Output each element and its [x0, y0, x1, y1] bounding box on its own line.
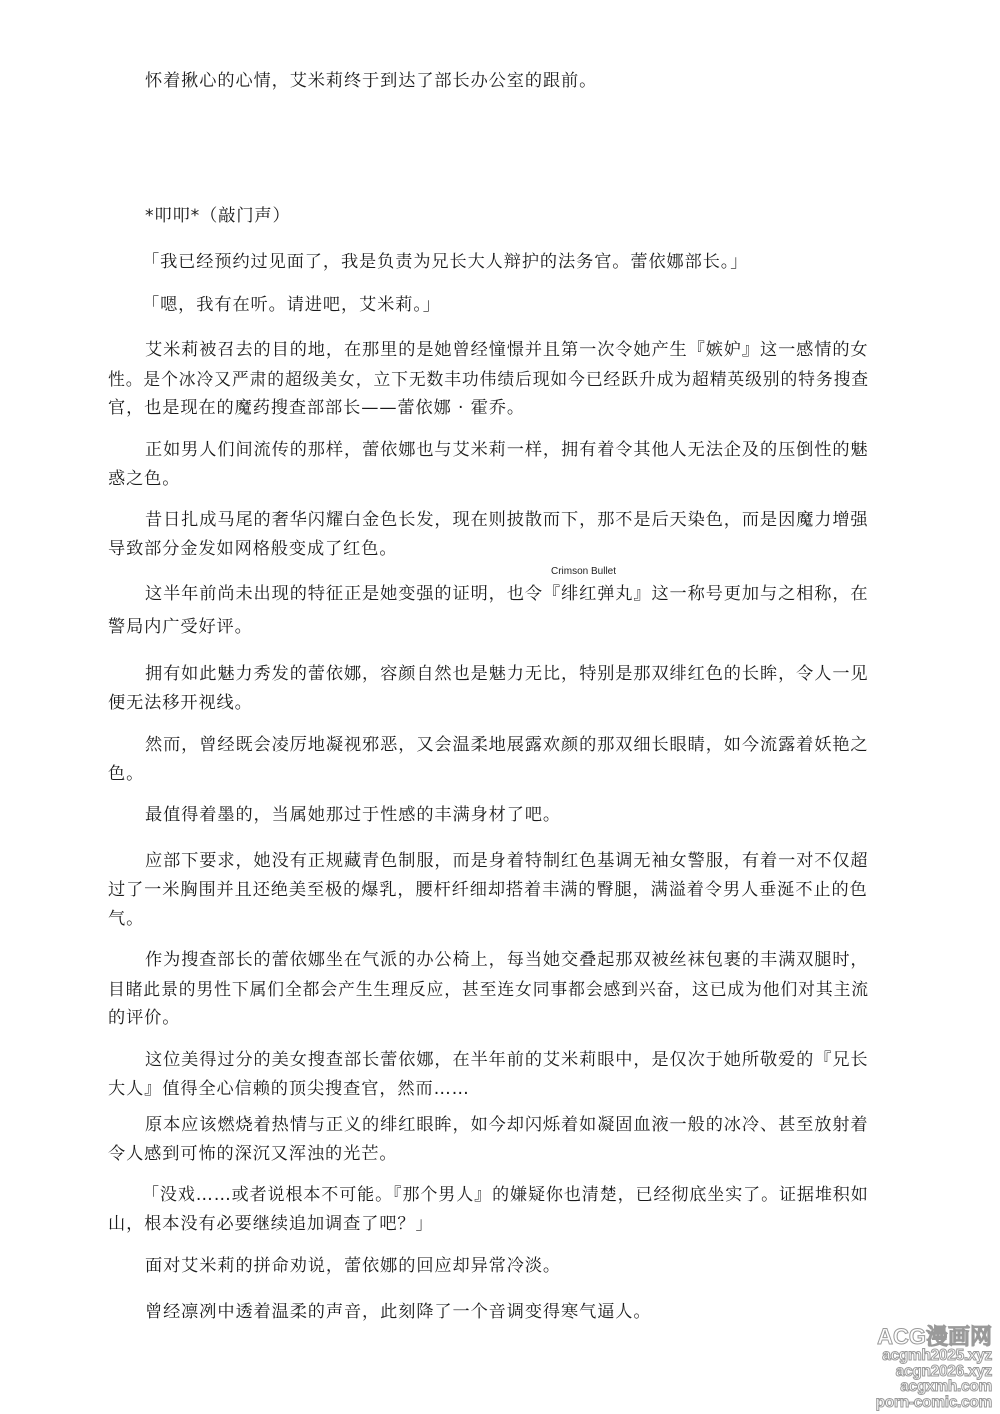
- text-line: 这半年前尚未出现的特征正是她变强的证明，也令『绯红弹丸』这一称号更加与之相称，在: [145, 584, 869, 604]
- paragraph: [108, 1111, 872, 1169]
- text-line: *叩叩*（敲门声）: [145, 206, 291, 226]
- paragraph: [108, 847, 872, 934]
- text-line: 目睹此景的男性下属们全都会产生生理反应，甚至连女同事都会感到兴奋，这已成为他们对其主流: [108, 979, 869, 999]
- paragraph: [108, 248, 872, 277]
- text-line: 「我已经预约过见面了，我是负责为兄长大人辩护的法务官。蕾依娜部长。」: [142, 252, 749, 272]
- paragraph: [108, 566, 872, 642]
- text-line: 的评价。: [108, 1008, 181, 1028]
- site-watermark: [876, 1326, 992, 1410]
- text-line: 「没戏……或者说根本不可能。『那个男人』的嫌疑你也清楚，已经彻底坐实了。证据堆积如: [142, 1185, 869, 1205]
- paragraph: [108, 67, 872, 96]
- paragraph: [108, 801, 872, 830]
- paragraph: [108, 1046, 872, 1104]
- paragraph: [108, 202, 872, 231]
- watermark-title: ACG漫画网: [877, 1324, 992, 1349]
- paragraph: [108, 1181, 872, 1239]
- text-line: 这位美得过分的美女搜查部长蕾依娜，在半年前的艾米莉眼中，是仅次于她所敬爱的『兄长: [145, 1050, 869, 1070]
- ruby-annotation: Crimson Bullet: [551, 566, 617, 577]
- text-line: 色。: [108, 764, 145, 784]
- text-line: 最值得着墨的，当属她那过于性感的丰满身材了吧。: [145, 805, 562, 825]
- text-line: 应部下要求，她没有正规藏青色制服，而是身着特制红色基调无袖女警服，有着一对不仅超: [145, 851, 869, 871]
- text-line: 山，根本没有必要继续追加调查了吧？」: [108, 1214, 434, 1234]
- paragraph: [108, 336, 872, 423]
- text-line: 性。是个冰冷又严肃的超级美女，立下无数丰功伟绩后现如今已经跃升成为超精英级别的特务搜查: [108, 369, 869, 389]
- paragraph: [108, 660, 872, 718]
- text-line: 作为搜查部长的蕾依娜坐在气派的办公椅上，每当她交叠起那双被丝袜包裹的丰满双腿时，: [145, 950, 869, 970]
- text-line: 拥有如此魅力秀发的蕾依娜，容颜自然也是魅力无比，特别是那双绯红色的长眸，令人一见: [145, 664, 869, 684]
- text-line: 面对艾米莉的拼命劝说，蕾依娜的回应却异常冷淡。: [145, 1256, 562, 1276]
- watermark-url: acgxmh.com: [900, 1378, 992, 1395]
- text-line: 大人』值得全心信赖的顶尖搜查官，然而……: [108, 1079, 470, 1099]
- text-line: 惑之色。: [108, 469, 181, 489]
- text-line: 官，也是现在的魔药搜查部部长——蕾依娜 · 霍乔。: [108, 398, 526, 418]
- watermark-url: porn-comic.com: [875, 1393, 992, 1411]
- paragraph: [108, 731, 872, 789]
- text-line: 导致部分金发如网格般变成了红色。: [108, 539, 398, 559]
- paragraph: [108, 1298, 872, 1327]
- text-line: 过了一米胸围并且还绝美至极的爆乳，腰杆纤细却搭着丰满的臀腿，满溢着令男人垂涎不止的色: [108, 880, 868, 900]
- paragraph: [108, 1252, 872, 1281]
- text-line: 原本应该燃烧着热情与正义的绯红眼眸，如今却闪烁着如凝固血液一般的冰冷、甚至放射着: [145, 1115, 869, 1135]
- text-line: 正如男人们间流传的那样，蕾依娜也与艾米莉一样，拥有着令其他人无法企及的压倒性的魅: [145, 440, 869, 460]
- text-line: 令人感到可怖的深沉又浑浊的光芒。: [108, 1144, 398, 1164]
- text-line: 艾米莉被召去的目的地，在那里的是她曾经憧憬并且第一次令她产生『嫉妒』这一感情的女: [145, 340, 869, 360]
- text-line: 气。: [108, 909, 145, 929]
- text-line: 怀着揪心的心情，艾米莉终于到达了部长办公室的跟前。: [145, 71, 598, 91]
- text-line: 然而，曾经既会凌厉地凝视邪恶，又会温柔地展露欢颜的那双细长眼睛，如今流露着妖艳之: [145, 735, 869, 755]
- text-line: 警局内广受好评。: [108, 617, 253, 637]
- watermark-url: acgn2026.xyz: [895, 1362, 992, 1380]
- paragraph: [108, 946, 872, 1033]
- text-line: 「嗯，我有在听。请进吧，艾米莉。」: [142, 295, 441, 315]
- paragraph: [108, 436, 872, 494]
- watermark-url: acgmh2025.xyz: [882, 1347, 992, 1364]
- text-line: 便无法移开视线。: [108, 693, 253, 713]
- text-line: 曾经凛冽中透着温柔的声音，此刻降了一个音调变得寒气逼人。: [145, 1302, 652, 1322]
- paragraph: [108, 506, 872, 564]
- text-line: 昔日扎成马尾的奢华闪耀白金色长发，现在则披散而下，那不是后天染色，而是因魔力增强: [145, 510, 869, 530]
- paragraph: [108, 291, 872, 320]
